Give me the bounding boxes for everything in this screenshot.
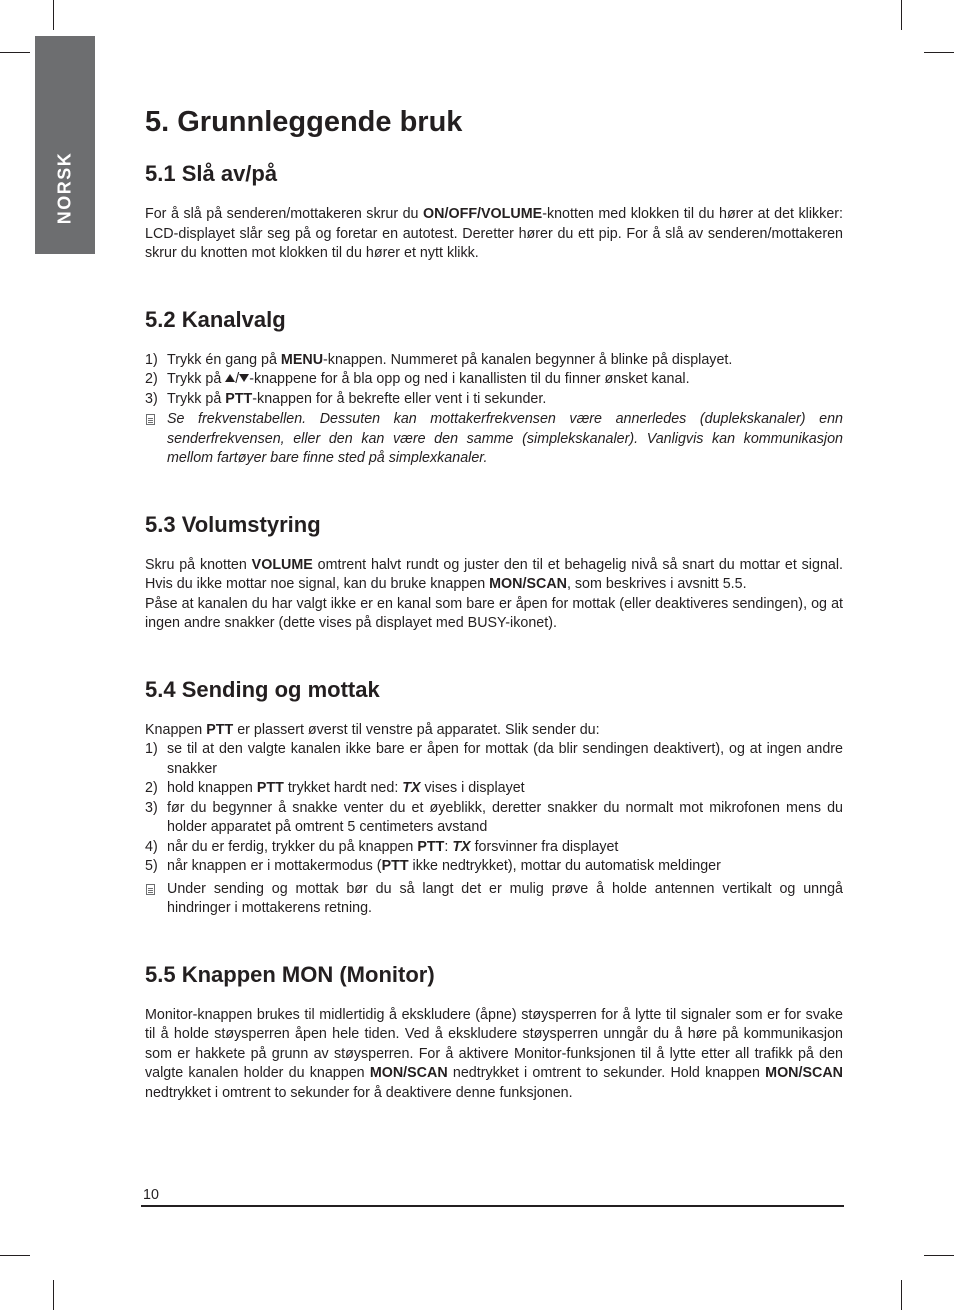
arrow-down-icon xyxy=(239,374,249,382)
step-list xyxy=(145,351,843,410)
page-number: 10 xyxy=(143,1187,159,1203)
list-item: 3) før du begynner å snakke venter du et øyeblikk, deretter snakker du normalt mot mikrofonen mens du holder apparatet på omtrent 5 centimeters avstand xyxy=(145,799,843,835)
note: Se frekvenstabellen. Dessuten kan mottakerfrekvensen være annerledes (duplekskanaler) enn senderfrekvensen, eller den kan være den samme (simplekskanaler). Vanligvis kan kommunikasjon mellom fartøyer bare finne sted på simplexkanaler. xyxy=(145,410,843,469)
list-item: 2) Trykk på / -knappene for å bla opp og ned i kanallisten til du finner ønsket kanal. xyxy=(145,371,690,387)
arrow-up-icon xyxy=(225,374,235,382)
section-5-2 xyxy=(145,306,843,469)
note-icon xyxy=(146,414,155,425)
list-item: 1) Trykk én gang på MENU-knappen. Nummeret på kanalen begynner å blinke på displayet. xyxy=(145,351,733,368)
crop-mark xyxy=(901,1280,902,1310)
crop-mark xyxy=(924,52,954,53)
note: Under sending og mottak bør du så langt det er mulig prøve å holde antennen vertikalt og unngå hindringer i mottakerens retning. xyxy=(145,880,843,919)
crop-mark xyxy=(53,0,54,30)
paragraph: Knappen PTT er plassert øverst til venstre på apparatet. Slik sender du: xyxy=(145,721,600,738)
section-heading: 5.5 Knappen MON (Monitor) xyxy=(145,961,435,987)
list-item: 4) når du er ferdig, trykker du på knappen PTT: TX forsvinner fra displayet xyxy=(145,838,619,855)
paragraph: Monitor-knappen brukes til midlertidig å ekskludere (åpne) støysperren for å lytte til signaler som er for svake til å holde støysperren åpen hele tiden. Ved å ekskludere støysperren unngår du å høre på kommunikasjon som er hakkete på grunn av støysperren. For å aktivere Monitor-funksjonen til å lytte etter all trafikk på den valgte kanalen holder du knappen MON/SCAN nedtrykket i omtrent to sekunder. Hold knappen MON/SCAN nedtrykket i omtrent to sekunder for å deaktivere denne funksjonen. xyxy=(145,1006,843,1101)
section-heading: 5.1 Slå av/på xyxy=(145,161,278,186)
footer-rule xyxy=(141,1205,844,1207)
list-item: 3) Trykk på PTT-knappen for å bekrefte eller vent i ti sekunder. xyxy=(145,390,547,407)
crop-mark xyxy=(924,1255,954,1256)
step-list xyxy=(145,740,843,877)
language-side-tab xyxy=(35,36,95,254)
list-item: 2) hold knappen PTT trykket hardt ned: TX vises i displayet xyxy=(145,780,525,796)
language-tab-label: NORSK xyxy=(54,151,75,225)
page-content xyxy=(145,104,843,1103)
paragraph: Påse at kanalen du har valgt ikke er en kanal som bare er åpen for mottak (eller deaktiveres sendingen), og at ingen andre snakker (dette vises på displayet med BUSY-ikonet). xyxy=(145,595,843,631)
note-icon xyxy=(146,884,155,895)
crop-mark xyxy=(901,0,902,30)
section-5-4 xyxy=(145,676,843,919)
crop-mark xyxy=(0,1255,30,1256)
page-title: 5. Grunnleggende bruk xyxy=(145,106,463,138)
section-heading: 5.3 Volumstyring xyxy=(145,511,321,537)
paragraph: Skru på knotten VOLUME omtrent halvt rundt og juster den til et behagelig nivå så snart du mottar et signal. Hvis du ikke mottar noe signal, kan du bruke knappen MON/SCAN, som beskrives i avsnitt 5.5. xyxy=(145,556,843,592)
paragraph: For å slå på senderen/mottakeren skrur du ON/OFF/VOLUME-knotten med klokken til du hører at det klikker: LCD-displayet slår seg på og foretar en autotest. Deretter hører du ett pip. For å slå av senderen/mottakeren skrur du knotten mot klokken til du hører et nytt klikk. xyxy=(145,206,844,261)
section-5-3 xyxy=(145,511,843,634)
section-heading: 5.4 Sending og mottak xyxy=(145,676,380,702)
section-heading: 5.2 Kanalvalg xyxy=(145,306,286,332)
list-item: 1) se til at den valgte kanalen ikke bare er åpen for mottak (da blir sendingen deaktivert), og at ingen andre snakker xyxy=(145,741,843,777)
section-5-5 xyxy=(145,961,843,1104)
crop-mark xyxy=(0,52,30,53)
crop-mark xyxy=(53,1280,54,1310)
list-item: 5) når knappen er i mottakermodus (PTT ikke nedtrykket), mottar du automatisk meldinger xyxy=(145,858,721,874)
section-5-1 xyxy=(145,160,843,264)
